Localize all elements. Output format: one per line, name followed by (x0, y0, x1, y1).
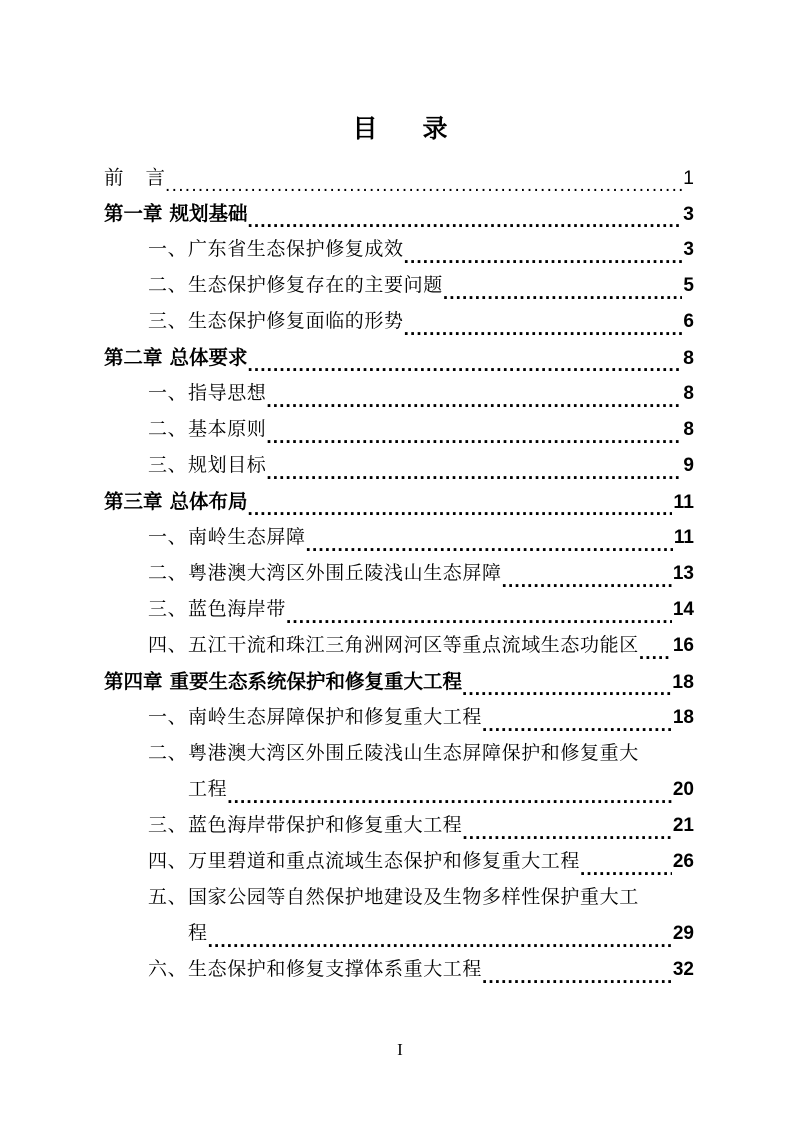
toc-entry-section[interactable] (148, 556, 694, 592)
toc-entry-label (104, 196, 248, 232)
toc-entry-section[interactable] (148, 736, 694, 772)
toc-entry-page: 3 (683, 239, 694, 260)
page-number-footer: I (397, 1040, 403, 1059)
toc-entry-number: 第三章 (104, 491, 163, 513)
toc-entry-page: 11 (673, 527, 694, 548)
toc-entry-label (148, 412, 266, 448)
toc-entry-page: 26 (672, 851, 694, 872)
toc-entry-label (148, 808, 462, 844)
toc-entry-text: 程 (188, 923, 208, 944)
toc-entry-text: 广东省生态保护修复成效 (188, 239, 404, 260)
toc-entry-section-continuation[interactable] (188, 916, 694, 952)
toc-entry-text: 五江干流和珠江三角洲网河区等重点流域生态功能区 (188, 635, 639, 656)
toc-entry-text: 国家公园等自然保护地建设及生物多样性保护重大工 (188, 887, 639, 908)
leader-dots (482, 716, 672, 732)
toc-entry-label (148, 952, 482, 988)
toc-entry-text: 工程 (188, 779, 228, 800)
toc-entry-section[interactable] (148, 448, 694, 484)
leader-dots (580, 860, 672, 876)
toc-entry-text: 蓝色海岸带保护和修复重大工程 (188, 815, 463, 836)
table-of-contents (104, 160, 694, 988)
page-title: 目 录 (352, 115, 458, 143)
leader-dots (208, 932, 672, 948)
toc-entry-index: 六、 (148, 959, 188, 980)
toc-entry-label (104, 160, 165, 196)
toc-entry-index: 一、 (148, 383, 188, 404)
toc-entry-text: 指导思想 (188, 383, 267, 404)
toc-entry-text: 南岭生态屏障保护和修复重大工程 (188, 707, 483, 728)
toc-entry-page: 1 (683, 167, 694, 189)
toc-entry-number: 第四章 (104, 671, 163, 693)
toc-entry-page: 8 (683, 347, 694, 369)
leader-dots (286, 608, 672, 624)
toc-entry-section[interactable] (148, 592, 694, 628)
toc-entry-section[interactable] (148, 952, 694, 988)
toc-entry-label (148, 448, 266, 484)
toc-entry-label (148, 880, 639, 916)
toc-entry-section[interactable] (148, 628, 694, 664)
leader-dots (266, 392, 682, 408)
leader-dots (404, 320, 683, 336)
toc-entry-index: 三、 (148, 311, 188, 332)
toc-entry-text: 粤港澳大湾区外围丘陵浅山生态屏障保护和修复重大 (188, 743, 639, 764)
toc-entry-label (148, 268, 443, 304)
toc-entry-text: 粤港澳大湾区外围丘陵浅山生态屏障 (188, 563, 502, 584)
toc-entry-label (104, 664, 462, 700)
toc-entry-label (148, 700, 482, 736)
toc-entry-chapter[interactable] (104, 196, 694, 232)
toc-entry-text: 规划基础 (169, 203, 248, 225)
toc-entry-text: 蓝色海岸带 (188, 599, 287, 620)
toc-entry-section[interactable] (148, 700, 694, 736)
toc-entry-page: 3 (683, 203, 694, 225)
toc-entry-label (148, 376, 266, 412)
toc-entry-number: 第二章 (104, 347, 163, 369)
toc-entry-foreword[interactable] (104, 160, 694, 196)
toc-entry-text: 基本原则 (188, 419, 267, 440)
toc-entry-text: 生态保护修复存在的主要问题 (188, 275, 443, 296)
toc-entry-page: 8 (683, 383, 694, 404)
toc-entry-label (148, 628, 639, 664)
leader-dots (639, 644, 672, 660)
toc-entry-page: 16 (672, 635, 694, 656)
toc-entry-text: 言 (145, 167, 166, 189)
toc-entry-page: 5 (683, 275, 694, 296)
leader-dots (248, 356, 683, 372)
toc-entry-section-continuation[interactable] (188, 772, 694, 808)
toc-entry-page: 11 (673, 491, 694, 513)
toc-entry-section[interactable] (148, 268, 694, 304)
toc-entry-section[interactable] (148, 376, 694, 412)
toc-entry-page: 13 (672, 563, 694, 584)
toc-entry-label (148, 556, 502, 592)
leader-dots (443, 284, 683, 300)
toc-entry-section[interactable] (148, 412, 694, 448)
toc-entry-label (148, 844, 580, 880)
toc-entry-section[interactable] (148, 232, 694, 268)
toc-entry-index: 二、 (148, 275, 188, 296)
toc-entry-label (148, 304, 404, 340)
leader-dots (462, 680, 671, 696)
toc-entry-chapter[interactable] (104, 484, 694, 520)
toc-entry-index: 五、 (148, 887, 188, 908)
toc-entry-text: 总体布局 (169, 491, 248, 513)
toc-entry-page: 18 (672, 671, 694, 693)
toc-entry-label (148, 736, 639, 772)
toc-entry-text: 生态保护和修复支撑体系重大工程 (188, 959, 483, 980)
toc-entry-page: 8 (683, 419, 694, 440)
toc-entry-index: 一、 (148, 527, 188, 548)
toc-entry-chapter[interactable] (104, 340, 694, 376)
leader-dots (165, 176, 682, 192)
toc-entry-number: 前 (104, 167, 124, 189)
toc-entry-page: 29 (672, 923, 694, 944)
toc-entry-index: 三、 (148, 455, 188, 476)
leader-dots (248, 212, 683, 228)
toc-entry-page: 14 (672, 599, 694, 620)
toc-entry-page: 6 (683, 311, 694, 332)
toc-entry-section[interactable] (148, 520, 694, 556)
leader-dots (482, 968, 672, 984)
toc-entry-page: 32 (672, 959, 694, 980)
toc-entry-index: 二、 (148, 563, 188, 584)
toc-entry-label (188, 772, 227, 808)
toc-entry-index: 二、 (148, 743, 188, 764)
toc-entry-text: 万里碧道和重点流域生态保护和修复重大工程 (188, 851, 581, 872)
toc-entry-label (148, 520, 306, 556)
toc-entry-page: 21 (672, 815, 694, 836)
toc-entry-index: 三、 (148, 815, 188, 836)
toc-entry-label (104, 484, 248, 520)
toc-entry-section[interactable] (148, 880, 694, 916)
leader-dots (404, 248, 683, 264)
leader-dots (266, 428, 682, 444)
toc-entry-text: 生态保护修复面临的形势 (188, 311, 404, 332)
toc-entry-number: 第一章 (104, 203, 163, 225)
leader-dots (248, 500, 673, 516)
leader-dots (266, 464, 682, 480)
toc-entry-text: 总体要求 (169, 347, 248, 369)
toc-entry-chapter[interactable] (104, 664, 694, 700)
toc-entry-index: 四、 (148, 851, 188, 872)
toc-entry-label (148, 592, 286, 628)
toc-entry-label (148, 232, 404, 268)
toc-entry-page: 20 (672, 779, 694, 800)
toc-entry-text: 南岭生态屏障 (188, 527, 306, 548)
toc-entry-index: 一、 (148, 239, 188, 260)
toc-entry-text: 规划目标 (188, 455, 267, 476)
toc-entry-index: 二、 (148, 419, 188, 440)
leader-dots (227, 788, 672, 804)
leader-dots (462, 824, 671, 840)
toc-entry-text: 重要生态系统保护和修复重大工程 (169, 671, 463, 693)
toc-entry-index: 三、 (148, 599, 188, 620)
toc-entry-label (104, 340, 248, 376)
toc-entry-index: 一、 (148, 707, 188, 728)
toc-entry-label (188, 916, 208, 952)
leader-dots (306, 536, 673, 552)
toc-entry-page: 18 (672, 707, 694, 728)
toc-entry-index: 四、 (148, 635, 188, 656)
toc-entry-page: 9 (683, 455, 694, 476)
leader-dots (502, 572, 672, 588)
toc-entry-section[interactable] (148, 844, 694, 880)
toc-entry-section[interactable] (148, 304, 694, 340)
toc-entry-section[interactable] (148, 808, 694, 844)
